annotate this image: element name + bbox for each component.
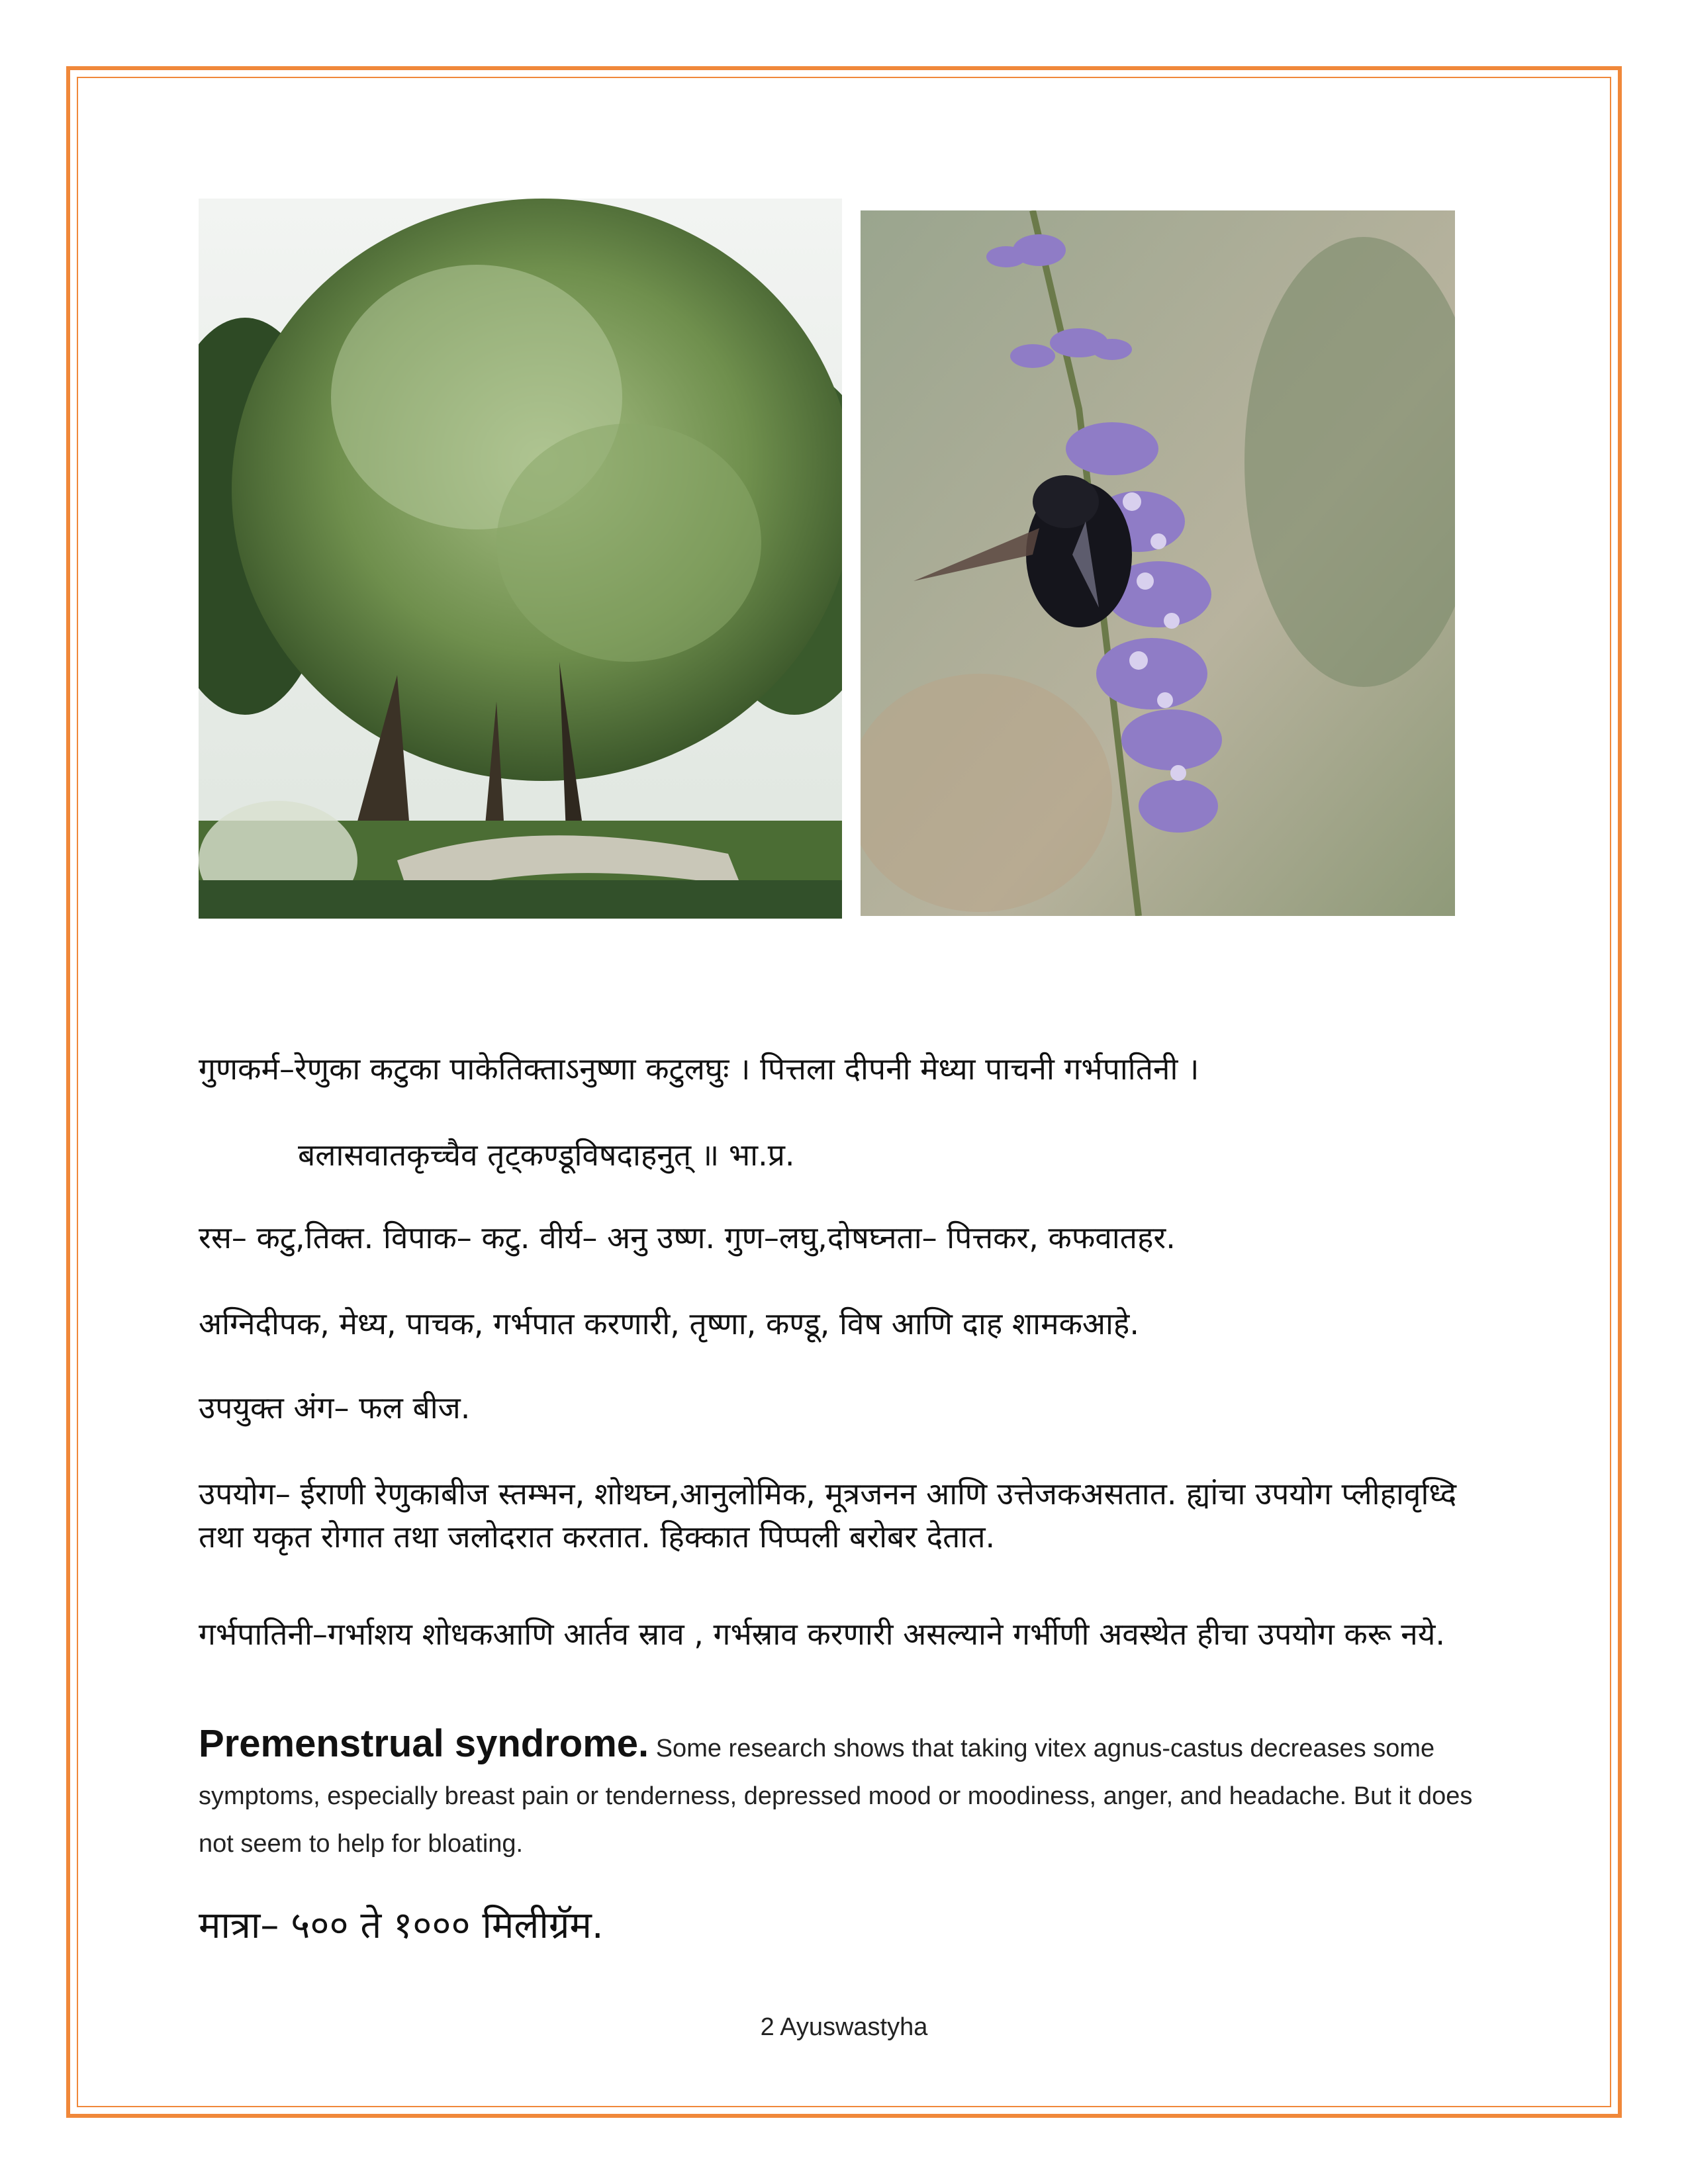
gunakarma-shloka-line1: गुणकर्म–रेणुका कटुका पाकेतिक्ताऽनुष्णा कटुलघुः । पित्तला दीपनी मेध्या पाचनी गर्भपातिनी ।: [199, 1051, 1199, 1087]
pms-heading-dot: .: [638, 1722, 649, 1765]
page-footer: 2 Ayuswastyha: [760, 2013, 928, 2041]
pms-section: [199, 1722, 1476, 1870]
useful-part: उपयुक्त अंग– फल बीज.: [199, 1390, 471, 1426]
garbhapatini-warning: गर्भपातिनी–गर्भाशय शोधकआणि आर्तव स्राव , गर्भस्राव करणारी असल्याने गर्भीणी अवस्थेत हीचा उपयोग करू नये.: [199, 1616, 1446, 1652]
pms-body: Some research shows that taking vitex agnus-castus decreases some symptoms, especially breast pain or tenderness, depressed mood or moodiness, anger, and headache. But it does not seem to help for bloating.: [199, 1735, 1473, 1858]
rasa-properties: रस– कटु,तिक्त. विपाक– कटु. वीर्य– अनु उष्ण. गुण–लघु,दोषघ्नता– पित्तकर, कफवातहर.: [199, 1220, 1176, 1255]
flower-with-bee-photo: [861, 210, 1455, 916]
tree-photo: [199, 199, 842, 919]
gunakarma-shloka-line2: बलासवातकृच्चैव तृट्कण्डूविषदाहनुत् ॥ भा.प्र.: [298, 1137, 795, 1173]
uses-paragraph: उपयोग– ईराणी रेणुकाबीज स्तम्भन, शोथघ्न,आनुलोमिक, मूत्रजनन आणि उत्तेजकअसतात. ह्यांचा उपयोग प्लीहावृध्दि तथा यकृत रोगात तथा जलोदरात करतात. हिक्कात पिप्पली बरोबर देतात.: [199, 1476, 1457, 1555]
pms-heading: Premenstrual syndrome: [199, 1722, 639, 1765]
dosage: मात्रा– ५०० ते १००० मिलीग्रॅम.: [199, 1904, 604, 1947]
agnideepak-properties: अग्निदीपक, मेध्य, पाचक, गर्भपात करणारी, तृष्णा, कण्डू, विष आणि दाह शामकआहे.: [199, 1306, 1139, 1342]
